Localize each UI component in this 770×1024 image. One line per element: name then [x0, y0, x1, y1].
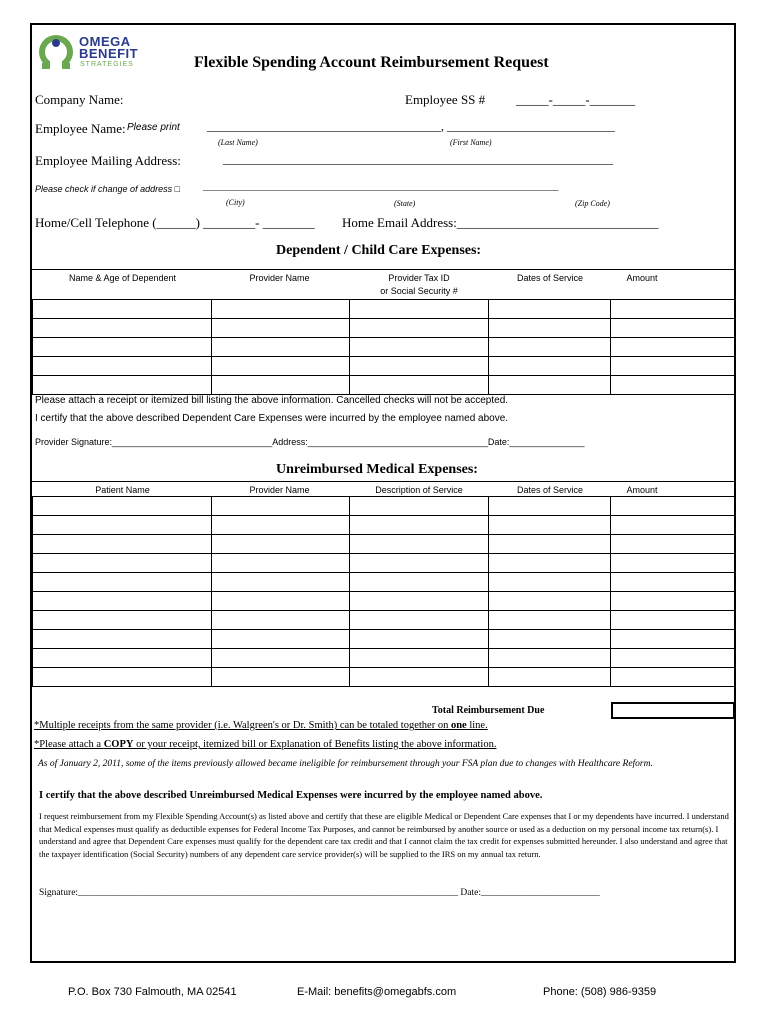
table-row — [33, 554, 736, 573]
table-row — [33, 357, 736, 376]
medical-table — [32, 496, 736, 687]
mailing-address-field[interactable]: _________________________________________________________________ — [223, 152, 613, 166]
footer-address: P.O. Box 730 Falmouth, MA 02541 — [68, 986, 237, 998]
logo-line1: OMEGA — [79, 34, 131, 49]
change-address-checkbox[interactable]: Please check if change of address □ — [35, 184, 181, 194]
footer-email: E-Mail: benefits@omegabfs.com — [297, 986, 457, 998]
med-col-description: Description of Service — [375, 485, 463, 495]
table-row — [33, 516, 736, 535]
med-col-patient: Patient Name — [95, 485, 150, 495]
dependent-table — [32, 299, 736, 395]
med-col-amount: Amount — [626, 485, 658, 495]
email-field[interactable]: Home Email Address:_______________________________ — [342, 215, 659, 230]
first-name-caption: (First Name) — [450, 138, 492, 147]
healthcare-reform-note: As of January 2, 2011, some of the items previously allowed became ineligible for reimbursement through your FSA plan due to changes with Healthcare Reform. — [38, 759, 653, 769]
page-title: Flexible Spending Account Reimbursement Request — [194, 54, 549, 71]
med-col-provider: Provider Name — [249, 485, 310, 495]
med-col-dates: Dates of Service — [516, 485, 584, 495]
dep-col-taxid-sub: or Social Security # — [380, 286, 458, 296]
dep-col-name: Name & Age of Dependent — [68, 273, 177, 283]
table-row — [33, 319, 736, 338]
ss-label: Employee SS # — [405, 92, 486, 107]
total-label: Total Reimbursement Due — [432, 705, 545, 716]
zip-caption: (Zip Code) — [575, 199, 610, 208]
medical-certify: I certify that the above described Unreimbursed Medical Expenses were incurred by the employee named above. — [39, 790, 543, 801]
total-amount-box[interactable] — [611, 702, 735, 719]
table-row — [33, 300, 736, 319]
logo-line2: BENEFIT — [79, 46, 139, 61]
mailing-address-label: Employee Mailing Address: — [35, 153, 181, 168]
table-row — [33, 592, 736, 611]
dep-col-amount: Amount — [626, 273, 658, 283]
signature-line[interactable]: Signature:________________________________________________________________________________ Date:_________________________ — [39, 888, 600, 898]
footer-phone: Phone: (508) 986-9359 — [543, 986, 657, 998]
ss-field[interactable]: _____-_____-_______ — [516, 92, 636, 107]
divider — [32, 269, 735, 270]
request-paragraph: I request reimbursement from my Flexible Spending Account(s) as listed above and certify that these are eligible Medical or Dependent Care expenses that I or my dependents have incurred. I understand that Medical expenses must qualify as deductible expenses for Federal Income Tax Purposes, and cannot be reimbursed by another source or used as a deduction on my personal income tax return(s). I understand and agree that Dependent Care expenses must qualify for the dependent care tax credit and that I cannot claim the tax credit for expenses submitted hereunder. I also understand and agree that the taxpayer identification (Social Security) numbers of any dependent care service provider(s) will be supplied to the IRS on my annual tax return. — [39, 811, 729, 859]
table-row — [33, 668, 736, 687]
attach-copy-note: *Please attach a COPY or your receipt, itemized bill or Explanation of Benefits listing the above information. — [34, 739, 497, 750]
table-row — [33, 535, 736, 554]
employee-name-hint: Please print — [127, 122, 180, 133]
table-row — [33, 573, 736, 592]
city-caption: (City) — [226, 198, 245, 207]
table-row — [33, 338, 736, 357]
dependent-certify: I certify that the above described Dependent Care Expenses were incurred by the employee named above. — [35, 413, 509, 424]
logo-line3: STRATEGIES — [80, 61, 134, 68]
dep-col-taxid: Provider Tax ID — [388, 273, 450, 283]
employee-name-field[interactable]: _______________________________________, ____________________________ — [207, 119, 615, 133]
table-row — [33, 497, 736, 516]
medical-heading: Unreimbursed Medical Expenses: — [276, 462, 478, 477]
attach-note: Please attach a receipt or itemized bill listing the above information. Cancelled checks will not be accepted. — [35, 395, 509, 406]
table-row — [33, 649, 736, 668]
company-name-label: Company Name: — [35, 92, 124, 107]
dep-col-provider: Provider Name — [249, 273, 310, 283]
employee-name-label: Employee Name: — [35, 121, 126, 136]
multiple-receipts-note: *Multiple receipts from the same provider (i.e. Walgreen's or Dr. Smith) can be totaled together on one line. — [34, 720, 488, 731]
table-row — [33, 611, 736, 630]
city-state-zip-field[interactable]: _______________________________________________________________________________ — [203, 182, 559, 192]
table-row — [33, 376, 736, 395]
divider — [32, 481, 735, 482]
telephone-field[interactable]: Home/Cell Telephone (______) ________- ________ — [35, 215, 315, 230]
table-row — [33, 630, 736, 649]
dep-col-dates: Dates of Service — [516, 273, 584, 283]
provider-signature-line[interactable]: Provider Signature:________________________________Address:____________________________________Date:_______________ — [35, 437, 585, 447]
last-name-caption: (Last Name) — [218, 138, 258, 147]
state-caption: (State) — [394, 199, 416, 208]
dependent-heading: Dependent / Child Care Expenses: — [276, 243, 482, 258]
